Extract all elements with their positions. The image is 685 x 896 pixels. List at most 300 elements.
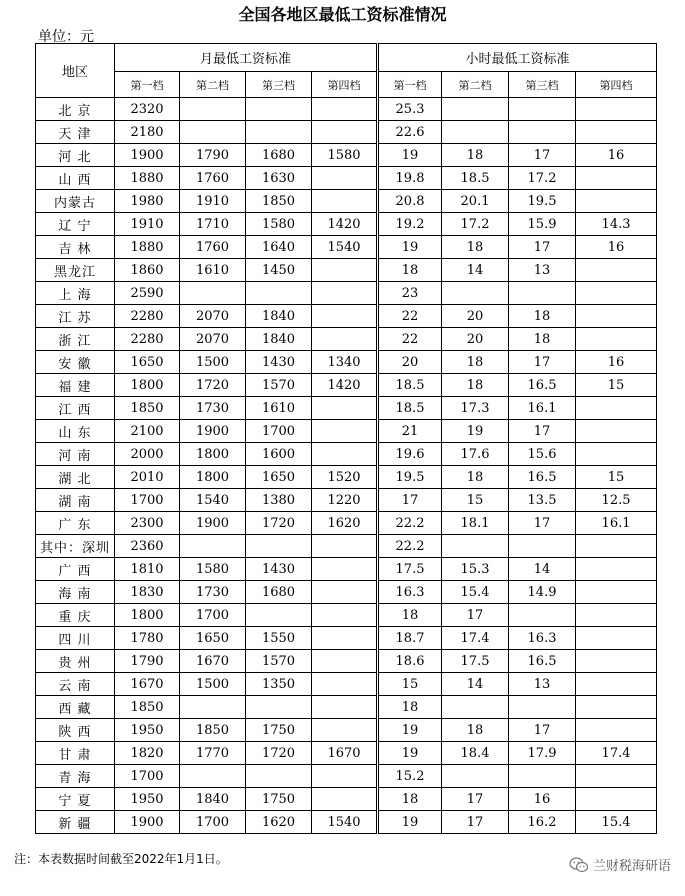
footnote: 注：本表数据时间截至2022年1月1日。 <box>14 852 228 866</box>
hourly-tier-4-cell <box>576 696 657 719</box>
hourly-tier-2-cell: 20 <box>442 305 509 328</box>
monthly-tier-3-cell: 1380 <box>246 489 312 512</box>
brand-watermark <box>569 855 671 874</box>
hourly-tier-3-cell: 16.1 <box>509 397 576 420</box>
monthly-tier-3-cell: 1450 <box>246 259 312 282</box>
hourly-tier-1-cell: 17.5 <box>378 558 442 581</box>
hourly-tier-3-cell: 17.9 <box>509 742 576 765</box>
hourly-tier-1-cell: 19 <box>378 236 442 259</box>
monthly-tier-1-cell: 1810 <box>115 558 180 581</box>
monthly-tier-1-cell: 1830 <box>115 581 180 604</box>
region-cell: 浙 江 <box>36 328 115 351</box>
hourly-tier-4-cell <box>576 558 657 581</box>
hourly-tier-4-cell <box>576 328 657 351</box>
monthly-tier-3-cell: 1850 <box>246 190 312 213</box>
hourly-tier-4-cell: 16 <box>576 236 657 259</box>
hourly-tier-1-cell: 19 <box>378 742 442 765</box>
table-row <box>36 696 657 719</box>
monthly-tier-4-cell: 1220 <box>312 489 378 512</box>
hourly-tier-4-cell <box>576 581 657 604</box>
hourly-tier-4-cell <box>576 420 657 443</box>
monthly-tier-4-cell <box>312 167 378 190</box>
monthly-tier-2-cell: 1500 <box>180 673 246 696</box>
monthly-tier-1-cell: 1700 <box>115 489 180 512</box>
hourly-tier-1-cell: 18 <box>378 696 442 719</box>
table-row <box>36 512 657 535</box>
hourly-tier-2-cell: 17 <box>442 788 509 811</box>
monthly-tier-3-cell <box>246 535 312 558</box>
table-row <box>36 259 657 282</box>
hourly-tier-2-cell <box>442 98 509 121</box>
monthly-tier-1-cell: 1910 <box>115 213 180 236</box>
monthly-tier-2-cell: 1900 <box>180 420 246 443</box>
hourly-tier-1-cell: 18.5 <box>378 397 442 420</box>
hourly-tier-4-cell <box>576 788 657 811</box>
monthly-tier-1-cell: 1780 <box>115 627 180 650</box>
monthly-tier-1-cell: 2320 <box>115 98 180 121</box>
monthly-tier-4-cell <box>312 627 378 650</box>
hourly-tier-2-cell: 18 <box>442 466 509 489</box>
hourly-tier-3-cell: 17 <box>509 420 576 443</box>
monthly-tier-4-cell <box>312 282 378 305</box>
region-cell: 广 东 <box>36 512 115 535</box>
monthly-tier-1-cell: 2010 <box>115 466 180 489</box>
monthly-tier-4-cell <box>312 673 378 696</box>
hourly-tier-4-cell <box>576 443 657 466</box>
monthly-tier-3-cell: 1750 <box>246 719 312 742</box>
header-monthly-tier-4: 第四档 <box>312 72 378 98</box>
monthly-tier-4-cell <box>312 581 378 604</box>
monthly-tier-4-cell <box>312 98 378 121</box>
monthly-tier-3-cell: 1570 <box>246 374 312 397</box>
unit-label: 单位：元 <box>38 29 94 45</box>
region-cell: 宁 夏 <box>36 788 115 811</box>
monthly-tier-1-cell: 2280 <box>115 328 180 351</box>
hourly-tier-2-cell: 17.4 <box>442 627 509 650</box>
hourly-tier-3-cell <box>509 282 576 305</box>
region-cell: 辽 宁 <box>36 213 115 236</box>
hourly-tier-1-cell: 15.2 <box>378 765 442 788</box>
header-row-groups <box>36 44 657 72</box>
monthly-tier-4-cell <box>312 121 378 144</box>
monthly-tier-2-cell: 1790 <box>180 144 246 167</box>
hourly-tier-2-cell: 18 <box>442 374 509 397</box>
monthly-tier-2-cell <box>180 98 246 121</box>
region-cell: 福 建 <box>36 374 115 397</box>
monthly-tier-3-cell: 1630 <box>246 167 312 190</box>
region-cell: 青 海 <box>36 765 115 788</box>
monthly-tier-3-cell: 1430 <box>246 558 312 581</box>
monthly-tier-2-cell: 1760 <box>180 236 246 259</box>
table-row <box>36 627 657 650</box>
table-row <box>36 98 657 121</box>
hourly-tier-1-cell: 19.8 <box>378 167 442 190</box>
monthly-tier-4-cell: 1420 <box>312 213 378 236</box>
wage-table <box>35 43 657 834</box>
region-cell: 新 疆 <box>36 811 115 834</box>
hourly-tier-2-cell: 15.3 <box>442 558 509 581</box>
region-cell: 广 西 <box>36 558 115 581</box>
hourly-tier-3-cell: 17 <box>509 719 576 742</box>
hourly-tier-3-cell: 16 <box>509 788 576 811</box>
table-row <box>36 397 657 420</box>
monthly-tier-1-cell: 1700 <box>115 765 180 788</box>
monthly-tier-2-cell: 1500 <box>180 351 246 374</box>
region-cell: 甘 肃 <box>36 742 115 765</box>
hourly-tier-3-cell: 19.5 <box>509 190 576 213</box>
table-row <box>36 673 657 696</box>
hourly-tier-3-cell <box>509 121 576 144</box>
hourly-tier-2-cell: 20 <box>442 328 509 351</box>
region-cell: 江 苏 <box>36 305 115 328</box>
monthly-tier-2-cell: 1540 <box>180 489 246 512</box>
monthly-tier-4-cell <box>312 328 378 351</box>
hourly-tier-4-cell <box>576 282 657 305</box>
monthly-tier-1-cell: 1850 <box>115 397 180 420</box>
hourly-tier-1-cell: 18 <box>378 259 442 282</box>
hourly-tier-3-cell: 16.5 <box>509 650 576 673</box>
hourly-tier-1-cell: 19 <box>378 144 442 167</box>
hourly-tier-1-cell: 22.2 <box>378 512 442 535</box>
monthly-tier-3-cell: 1350 <box>246 673 312 696</box>
header-hourly: 小时最低工资标准 <box>378 44 657 72</box>
hourly-tier-2-cell: 17.2 <box>442 213 509 236</box>
monthly-tier-1-cell: 1880 <box>115 236 180 259</box>
monthly-tier-3-cell: 1680 <box>246 144 312 167</box>
hourly-tier-4-cell: 15.4 <box>576 811 657 834</box>
hourly-tier-4-cell: 16 <box>576 351 657 374</box>
monthly-tier-2-cell: 1850 <box>180 719 246 742</box>
hourly-tier-1-cell: 22.2 <box>378 535 442 558</box>
monthly-tier-3-cell: 1610 <box>246 397 312 420</box>
monthly-tier-4-cell <box>312 305 378 328</box>
hourly-tier-4-cell <box>576 121 657 144</box>
region-cell: 陕 西 <box>36 719 115 742</box>
monthly-tier-2-cell: 1700 <box>180 811 246 834</box>
region-cell: 重 庆 <box>36 604 115 627</box>
header-monthly-tier-3: 第三档 <box>246 72 312 98</box>
hourly-tier-3-cell <box>509 696 576 719</box>
monthly-tier-4-cell <box>312 190 378 213</box>
hourly-tier-2-cell: 18.5 <box>442 167 509 190</box>
region-cell: 四 川 <box>36 627 115 650</box>
hourly-tier-4-cell: 15 <box>576 466 657 489</box>
hourly-tier-3-cell: 13 <box>509 673 576 696</box>
hourly-tier-3-cell: 16.5 <box>509 374 576 397</box>
region-cell: 海 南 <box>36 581 115 604</box>
monthly-tier-1-cell: 1950 <box>115 719 180 742</box>
table-row <box>36 489 657 512</box>
table-row <box>36 236 657 259</box>
hourly-tier-2-cell: 18 <box>442 719 509 742</box>
monthly-tier-3-cell: 1620 <box>246 811 312 834</box>
hourly-tier-3-cell: 17.2 <box>509 167 576 190</box>
hourly-tier-4-cell <box>576 397 657 420</box>
monthly-tier-3-cell <box>246 604 312 627</box>
monthly-tier-4-cell <box>312 443 378 466</box>
region-cell: 上 海 <box>36 282 115 305</box>
hourly-tier-4-cell <box>576 98 657 121</box>
monthly-tier-3-cell: 1550 <box>246 627 312 650</box>
hourly-tier-4-cell <box>576 604 657 627</box>
table-row <box>36 811 657 834</box>
hourly-tier-1-cell: 18 <box>378 604 442 627</box>
hourly-tier-4-cell <box>576 673 657 696</box>
monthly-tier-1-cell: 1900 <box>115 811 180 834</box>
hourly-tier-4-cell <box>576 305 657 328</box>
monthly-tier-4-cell <box>312 719 378 742</box>
hourly-tier-3-cell: 17 <box>509 236 576 259</box>
monthly-tier-2-cell: 2070 <box>180 305 246 328</box>
monthly-tier-4-cell: 1340 <box>312 351 378 374</box>
monthly-tier-2-cell: 1730 <box>180 581 246 604</box>
hourly-tier-1-cell: 19.6 <box>378 443 442 466</box>
monthly-tier-3-cell: 1650 <box>246 466 312 489</box>
monthly-tier-4-cell <box>312 420 378 443</box>
monthly-tier-1-cell: 1880 <box>115 167 180 190</box>
region-cell: 天 津 <box>36 121 115 144</box>
monthly-tier-3-cell: 1430 <box>246 351 312 374</box>
hourly-tier-1-cell: 19 <box>378 811 442 834</box>
monthly-tier-2-cell: 1840 <box>180 788 246 811</box>
header-monthly: 月最低工资标准 <box>115 44 378 72</box>
hourly-tier-1-cell: 22 <box>378 305 442 328</box>
monthly-tier-1-cell: 1980 <box>115 190 180 213</box>
hourly-tier-3-cell: 17 <box>509 144 576 167</box>
monthly-tier-3-cell: 1840 <box>246 328 312 351</box>
hourly-tier-4-cell <box>576 259 657 282</box>
header-row-tiers <box>36 72 657 98</box>
monthly-tier-2-cell <box>180 282 246 305</box>
hourly-tier-1-cell: 18 <box>378 788 442 811</box>
hourly-tier-3-cell: 17 <box>509 512 576 535</box>
header-monthly-tier-2: 第二档 <box>180 72 246 98</box>
hourly-tier-1-cell: 25.3 <box>378 98 442 121</box>
region-cell: 江 西 <box>36 397 115 420</box>
monthly-tier-3-cell: 1580 <box>246 213 312 236</box>
hourly-tier-2-cell <box>442 765 509 788</box>
hourly-tier-3-cell <box>509 765 576 788</box>
monthly-tier-4-cell <box>312 788 378 811</box>
header-hourly-tier-3: 第三档 <box>509 72 576 98</box>
monthly-tier-3-cell: 1720 <box>246 512 312 535</box>
hourly-tier-1-cell: 23 <box>378 282 442 305</box>
hourly-tier-3-cell: 18 <box>509 328 576 351</box>
monthly-tier-2-cell: 1770 <box>180 742 246 765</box>
monthly-tier-1-cell: 1650 <box>115 351 180 374</box>
monthly-tier-2-cell <box>180 121 246 144</box>
region-cell: 云 南 <box>36 673 115 696</box>
monthly-tier-1-cell: 1820 <box>115 742 180 765</box>
monthly-tier-4-cell <box>312 650 378 673</box>
monthly-tier-4-cell <box>312 765 378 788</box>
monthly-tier-1-cell: 1790 <box>115 650 180 673</box>
hourly-tier-2-cell <box>442 696 509 719</box>
region-cell: 内蒙古 <box>36 190 115 213</box>
hourly-tier-4-cell <box>576 190 657 213</box>
hourly-tier-4-cell <box>576 719 657 742</box>
table-row <box>36 213 657 236</box>
header-hourly-tier-2: 第二档 <box>442 72 509 98</box>
monthly-tier-4-cell: 1670 <box>312 742 378 765</box>
hourly-tier-2-cell: 19 <box>442 420 509 443</box>
monthly-tier-1-cell: 2590 <box>115 282 180 305</box>
header-hourly-tier-1: 第一档 <box>378 72 442 98</box>
region-cell: 安 徽 <box>36 351 115 374</box>
hourly-tier-4-cell <box>576 535 657 558</box>
monthly-tier-2-cell <box>180 535 246 558</box>
monthly-tier-1-cell: 1850 <box>115 696 180 719</box>
hourly-tier-3-cell: 16.5 <box>509 466 576 489</box>
table-row <box>36 144 657 167</box>
table-row <box>36 765 657 788</box>
hourly-tier-1-cell: 15 <box>378 673 442 696</box>
hourly-tier-2-cell: 18 <box>442 236 509 259</box>
table-row <box>36 374 657 397</box>
hourly-tier-2-cell: 17.3 <box>442 397 509 420</box>
region-cell: 吉 林 <box>36 236 115 259</box>
region-cell: 河 南 <box>36 443 115 466</box>
monthly-tier-2-cell: 1720 <box>180 374 246 397</box>
monthly-tier-1-cell: 2180 <box>115 121 180 144</box>
monthly-tier-3-cell <box>246 696 312 719</box>
hourly-tier-3-cell: 14.9 <box>509 581 576 604</box>
monthly-tier-3-cell: 1750 <box>246 788 312 811</box>
region-cell: 河 北 <box>36 144 115 167</box>
region-cell: 西 藏 <box>36 696 115 719</box>
hourly-tier-3-cell: 18 <box>509 305 576 328</box>
monthly-tier-2-cell: 1610 <box>180 259 246 282</box>
monthly-tier-4-cell <box>312 558 378 581</box>
table-row <box>36 558 657 581</box>
region-cell: 贵 州 <box>36 650 115 673</box>
hourly-tier-1-cell: 22.6 <box>378 121 442 144</box>
table-row <box>36 742 657 765</box>
hourly-tier-4-cell: 16.1 <box>576 512 657 535</box>
monthly-tier-4-cell <box>312 696 378 719</box>
monthly-tier-1-cell: 1900 <box>115 144 180 167</box>
hourly-tier-4-cell: 12.5 <box>576 489 657 512</box>
hourly-tier-2-cell: 17.5 <box>442 650 509 673</box>
hourly-tier-4-cell: 14.3 <box>576 213 657 236</box>
hourly-tier-1-cell: 19 <box>378 719 442 742</box>
monthly-tier-2-cell <box>180 765 246 788</box>
monthly-tier-3-cell: 1600 <box>246 443 312 466</box>
monthly-tier-1-cell: 1800 <box>115 374 180 397</box>
hourly-tier-1-cell: 22 <box>378 328 442 351</box>
header-region: 地区 <box>36 44 115 98</box>
monthly-tier-2-cell: 1730 <box>180 397 246 420</box>
hourly-tier-1-cell: 20 <box>378 351 442 374</box>
monthly-tier-2-cell: 1900 <box>180 512 246 535</box>
hourly-tier-3-cell: 16.3 <box>509 627 576 650</box>
monthly-tier-2-cell: 1710 <box>180 213 246 236</box>
monthly-tier-3-cell <box>246 98 312 121</box>
hourly-tier-1-cell: 19.2 <box>378 213 442 236</box>
monthly-tier-4-cell <box>312 397 378 420</box>
monthly-tier-1-cell: 1670 <box>115 673 180 696</box>
hourly-tier-4-cell <box>576 627 657 650</box>
hourly-tier-1-cell: 18.7 <box>378 627 442 650</box>
monthly-tier-1-cell: 2360 <box>115 535 180 558</box>
monthly-tier-2-cell: 1580 <box>180 558 246 581</box>
monthly-tier-4-cell: 1520 <box>312 466 378 489</box>
hourly-tier-2-cell: 17.6 <box>442 443 509 466</box>
table-row <box>36 535 657 558</box>
hourly-tier-2-cell: 18 <box>442 144 509 167</box>
monthly-tier-2-cell: 1760 <box>180 167 246 190</box>
hourly-tier-1-cell: 16.3 <box>378 581 442 604</box>
hourly-tier-4-cell: 17.4 <box>576 742 657 765</box>
monthly-tier-1-cell: 1860 <box>115 259 180 282</box>
hourly-tier-2-cell: 18.4 <box>442 742 509 765</box>
monthly-tier-1-cell: 2100 <box>115 420 180 443</box>
table-row <box>36 466 657 489</box>
monthly-tier-1-cell: 2000 <box>115 443 180 466</box>
monthly-tier-1-cell: 1800 <box>115 604 180 627</box>
region-cell: 湖 北 <box>36 466 115 489</box>
monthly-tier-4-cell <box>312 604 378 627</box>
region-cell: 山 西 <box>36 167 115 190</box>
monthly-tier-3-cell <box>246 121 312 144</box>
monthly-tier-4-cell <box>312 535 378 558</box>
table-row <box>36 420 657 443</box>
monthly-tier-4-cell: 1420 <box>312 374 378 397</box>
monthly-tier-4-cell: 1620 <box>312 512 378 535</box>
table-row <box>36 305 657 328</box>
hourly-tier-4-cell: 15 <box>576 374 657 397</box>
hourly-tier-3-cell: 17 <box>509 351 576 374</box>
header-monthly-tier-1: 第一档 <box>115 72 180 98</box>
hourly-tier-1-cell: 18.6 <box>378 650 442 673</box>
hourly-tier-3-cell: 13 <box>509 259 576 282</box>
hourly-tier-3-cell: 13.5 <box>509 489 576 512</box>
hourly-tier-2-cell: 15 <box>442 489 509 512</box>
table-body <box>36 98 657 834</box>
hourly-tier-3-cell <box>509 604 576 627</box>
hourly-tier-3-cell: 15.6 <box>509 443 576 466</box>
hourly-tier-1-cell: 17 <box>378 489 442 512</box>
hourly-tier-3-cell: 15.9 <box>509 213 576 236</box>
monthly-tier-3-cell: 1570 <box>246 650 312 673</box>
table-row <box>36 443 657 466</box>
hourly-tier-2-cell <box>442 282 509 305</box>
monthly-tier-4-cell <box>312 259 378 282</box>
hourly-tier-2-cell: 15.4 <box>442 581 509 604</box>
table-row <box>36 581 657 604</box>
hourly-tier-3-cell <box>509 535 576 558</box>
hourly-tier-1-cell: 19.5 <box>378 466 442 489</box>
table-row <box>36 282 657 305</box>
monthly-tier-2-cell: 1650 <box>180 627 246 650</box>
hourly-tier-4-cell <box>576 167 657 190</box>
monthly-tier-1-cell: 1950 <box>115 788 180 811</box>
table-row <box>36 121 657 144</box>
monthly-tier-3-cell <box>246 282 312 305</box>
monthly-tier-3-cell: 1700 <box>246 420 312 443</box>
monthly-tier-3-cell: 1640 <box>246 236 312 259</box>
region-cell: 黑龙江 <box>36 259 115 282</box>
monthly-tier-1-cell: 2300 <box>115 512 180 535</box>
monthly-tier-4-cell: 1540 <box>312 236 378 259</box>
hourly-tier-2-cell <box>442 121 509 144</box>
monthly-tier-3-cell: 1680 <box>246 581 312 604</box>
monthly-tier-2-cell: 1700 <box>180 604 246 627</box>
brand-name: 兰财税海研语 <box>592 859 671 874</box>
table-row <box>36 604 657 627</box>
hourly-tier-2-cell: 18.1 <box>442 512 509 535</box>
monthly-tier-2-cell: 1670 <box>180 650 246 673</box>
